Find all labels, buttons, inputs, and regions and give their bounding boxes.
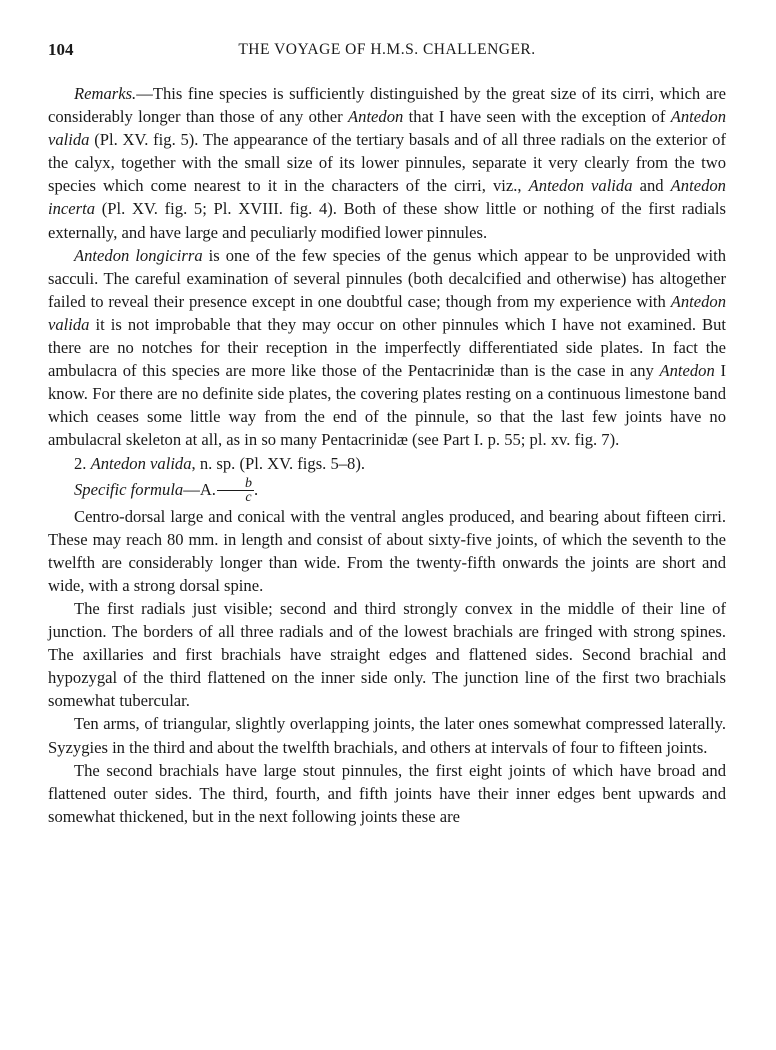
formula-label: Specific formula — [74, 479, 184, 499]
text-run: and — [632, 176, 671, 196]
formula-numerator: b — [217, 477, 254, 491]
species-name: Antedon valida — [90, 453, 192, 473]
text-run: that I have seen with the exception of — [403, 107, 671, 127]
description-paragraph: Ten arms, of triangular, slightly overlapping joints, the later ones somewhat compressed laterally. Syzygies in the third and about the twelfth brachials, and others at intervals of four to fifteen joints. — [48, 714, 726, 757]
formula-end: . — [253, 479, 259, 499]
description-paragraph: Centro-dorsal large and conical with the ventral angles produced, and bearing about fifteen cirri. These may reach 80 mm. in length and consist of about sixty-five joints, of which the seventh to the twelfth are considerably longer than wide. From the twenty-fifth onwards the joints are short and wide, with a strong dorsal spine. — [48, 506, 726, 595]
text-run: (Pl. XV. fig. 5). The appearance of the tertiary basals and of all three radials on the exterior of the calyx, together with the small size of its lower pinnules, separate it very clearly from the two species which come nearest to it in the characters of the cirri, viz., — [48, 130, 726, 196]
formula-prefix: —A. — [183, 479, 216, 499]
species-name: Antedon incerta — [48, 176, 726, 219]
text-run: it is not improbable that they may occur on other pinnules which I have not examined. But there are no notches for their reception in the imperfectly differentiated side plates. In fact the ambulacra of this species are more like those of the Pentacrinidæ than is the case in any — [48, 314, 726, 381]
description-paragraph: The first radials just visible; second and third strongly convex in the middle of their line of junction. The borders of all three radials and of the lowest brachials are fringed with strong spines. The axillaries and first brachials have straight edges and flattened sides. Second brachial and hypozygal of the third flattened on the inner side only. The junction line of the first two brachials somewhat tubercular. — [48, 598, 726, 711]
remarks-paragraph — [48, 82, 726, 244]
text-run: —This fine species is sufficiently distinguished by the great size of its cirri, which are considerably longer than those of any other — [48, 84, 726, 127]
species-name: Antedon — [348, 107, 404, 127]
text-run: (Pl. XV. fig. 5; Pl. XVIII. fig. 4). Both of these show little or nothing of the first radials externally, and have large and peculiarly modified lower pinnules. — [48, 199, 726, 242]
species-name: Antedon — [659, 361, 715, 381]
text-run: is one of the few species of the genus which appear to be unprovided with sacculi. The careful examination of several pinnules (both decalcified and otherwise) has altogether failed to reveal their presence except in one doubtful case; though from my experience with — [48, 245, 726, 311]
text-run: I know. For there are no definite side plates, the covering plates resting on a continuous limestone band which ceases some little way from the end of the pinnule, so that the last few joints have no ambulacral skeleton at all, as in so many Pentacrinidæ (see Part I. p. 55; pl. xv. fig. 7). — [48, 361, 726, 450]
species-name: Antedon longicirra — [74, 245, 203, 265]
running-title: THE VOYAGE OF H.M.S. CHALLENGER. — [238, 41, 536, 58]
species-number: 2. — [74, 453, 91, 473]
page-header — [48, 40, 726, 66]
specific-formula — [48, 475, 726, 505]
species-reference: , n. sp. (Pl. XV. figs. 5–8). — [191, 453, 366, 473]
sacculi-paragraph — [48, 244, 726, 452]
formula-fraction — [217, 477, 254, 504]
species-heading — [48, 452, 726, 475]
species-name: Antedon valida — [48, 291, 726, 334]
species-name: Antedon valida — [48, 107, 726, 150]
body-text — [48, 82, 726, 828]
description-paragraph: The second brachials have large stout pinnules, the first eight joints of which have broad and flattened outer sides. The third, fourth, and fifth joints have their inner edges bent upwards and somewhat thickened, but in the next following joints these are — [48, 760, 726, 826]
species-name: Antedon valida — [528, 176, 633, 196]
remarks-label: Remarks. — [74, 84, 137, 103]
page-number: 104 — [48, 40, 74, 59]
formula-denominator: c — [245, 490, 252, 506]
